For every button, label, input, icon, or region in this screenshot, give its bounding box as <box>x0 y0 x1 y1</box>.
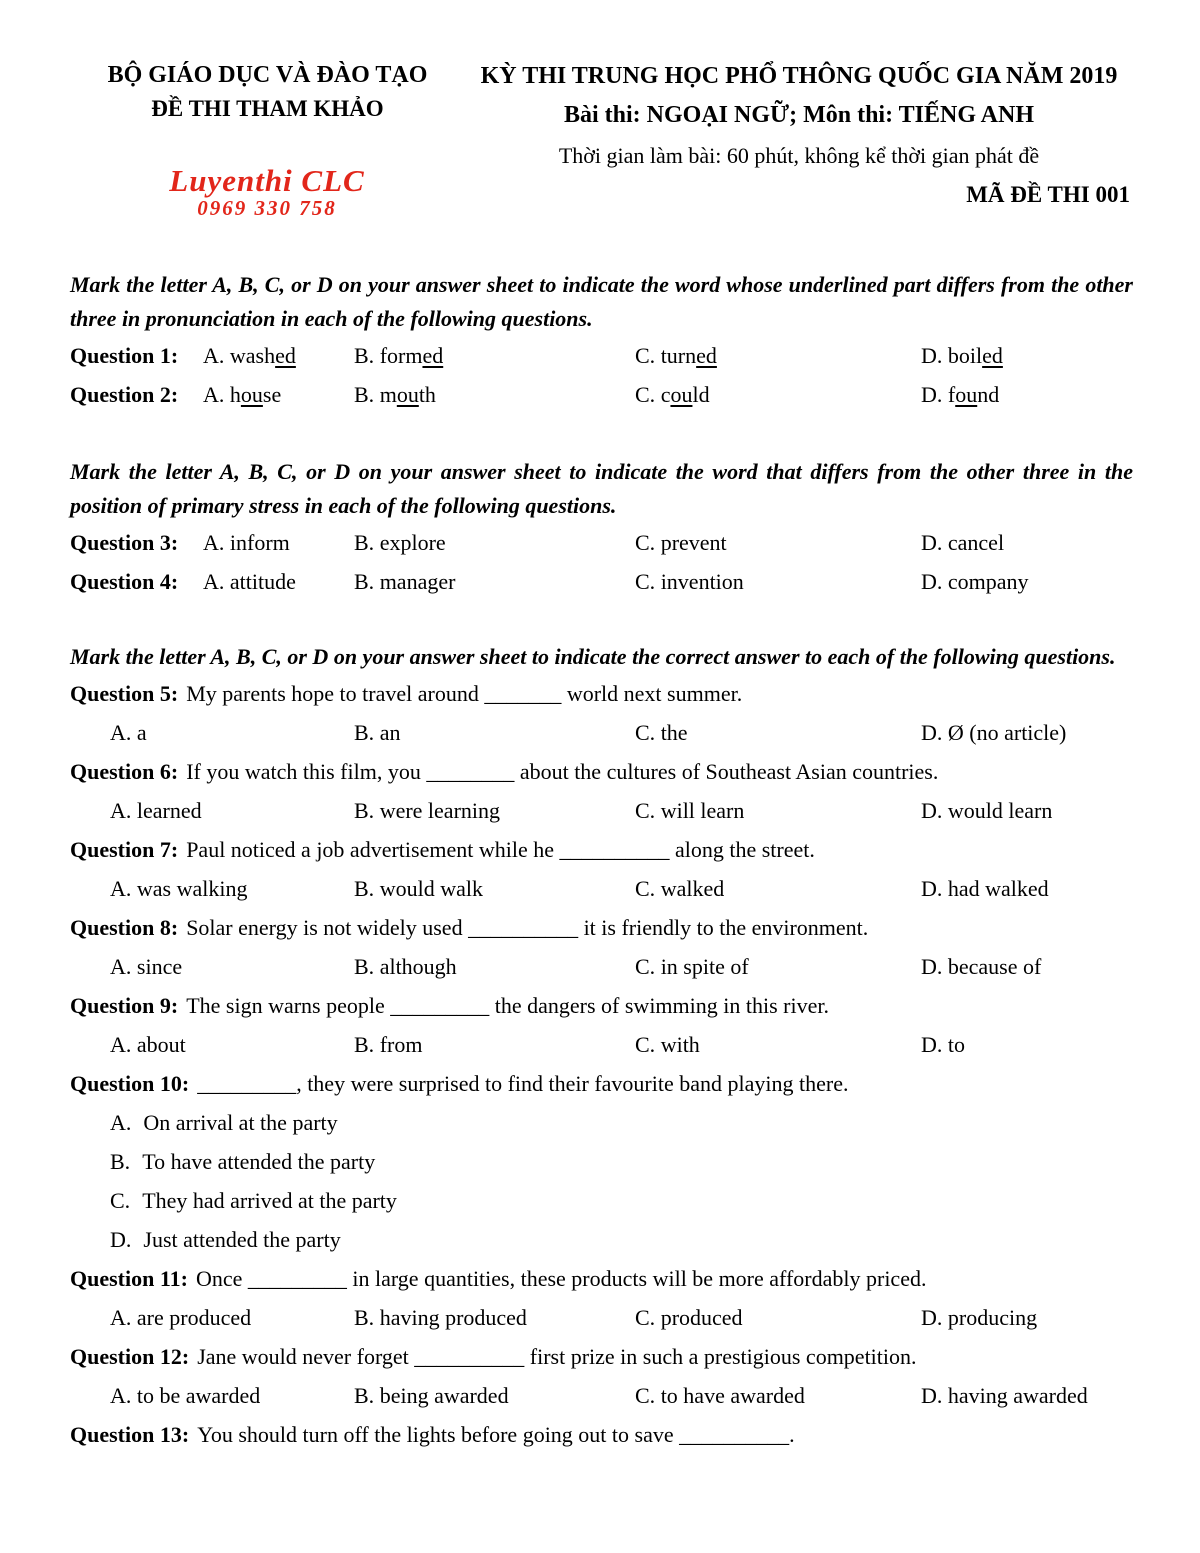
option-text: invention <box>660 569 744 594</box>
question-5-option-d <box>921 713 1066 752</box>
question-9-options <box>70 1025 1133 1064</box>
option-text: will learn <box>660 798 745 823</box>
option-text: learned <box>136 798 202 823</box>
option-text: produced <box>660 1305 743 1330</box>
logo <box>122 164 412 221</box>
option-text: to <box>947 1032 966 1057</box>
word-pre: h <box>229 382 241 407</box>
option-letter: A. <box>110 1032 132 1057</box>
question-2-row <box>70 375 1133 414</box>
option-letter: A. <box>203 530 225 555</box>
option-letter: D. <box>921 798 943 823</box>
question-11-options <box>70 1298 1133 1337</box>
question-1-option-a <box>203 336 296 375</box>
question-12-option-c <box>635 1376 805 1415</box>
word-pre: c <box>660 382 671 407</box>
option-text: to have awarded <box>660 1383 805 1408</box>
question-7-label: Question 7: <box>70 837 179 862</box>
option-letter: C. <box>635 1383 656 1408</box>
option-letter: B. <box>354 343 375 368</box>
option-text: are produced <box>136 1305 252 1330</box>
option-text: because of <box>947 954 1042 979</box>
question-2-option-c <box>635 375 710 414</box>
option-letter: A. <box>203 343 225 368</box>
option-text: To have attended the party <box>142 1149 376 1174</box>
underlined-part: ou <box>670 382 693 407</box>
question-10-option-c <box>110 1181 397 1220</box>
option-letter: D. <box>921 569 943 594</box>
logo-phone: 0969 330 758 <box>197 196 337 220</box>
option-text: They had arrived at the party <box>142 1188 397 1213</box>
question-10-option-a <box>110 1103 338 1142</box>
exam-duration: Thời gian làm bài: 60 phút, không kể thời gian phát đề <box>558 143 1040 168</box>
option-letter: B. <box>354 1032 375 1057</box>
question-9-row <box>70 986 1133 1025</box>
question-8-row <box>70 908 1133 947</box>
word-post: ld <box>692 382 710 407</box>
option-letter: B. <box>354 876 375 901</box>
option-letter: B. <box>354 530 375 555</box>
question-5-stem: My parents hope to travel around _______ world next summer. <box>186 681 743 706</box>
question-6-options <box>70 791 1133 830</box>
question-4-label: Question 4: <box>70 569 179 594</box>
option-word <box>661 382 710 407</box>
option-word <box>661 343 717 368</box>
question-7-row <box>70 830 1133 869</box>
option-letter: D. <box>921 1032 943 1057</box>
question-2-option-b <box>354 375 436 414</box>
question-8-option-b <box>354 947 457 986</box>
question-1-label: Question 1: <box>70 343 179 368</box>
exam-type: ĐỀ THI THAM KHẢO <box>151 96 384 121</box>
question-6-option-b <box>354 791 500 830</box>
option-letter: D. <box>921 530 943 555</box>
option-letter: A. <box>110 1110 132 1135</box>
question-2-label: Question 2: <box>70 382 179 407</box>
question-10-option-b <box>110 1142 375 1181</box>
question-10-option-d-row <box>70 1220 1133 1259</box>
question-3-option-d <box>921 523 1004 562</box>
option-letter: D. <box>110 1227 132 1252</box>
question-7-option-a <box>110 869 247 908</box>
word-pre: f <box>947 382 956 407</box>
question-9-option-d <box>921 1025 965 1064</box>
word-pre: m <box>379 382 397 407</box>
section-2-instruction: Mark the letter A, B, C, or D on your answer sheet to indicate the word that differs from the other three in the position of primary stress in each of the following questions. <box>70 459 1133 518</box>
question-5-option-b <box>354 713 400 752</box>
question-1-row <box>70 336 1133 375</box>
question-4-option-d <box>921 562 1029 601</box>
question-7-option-c <box>635 869 724 908</box>
word-post: nd <box>977 382 1000 407</box>
option-text: Ø (no article) <box>947 720 1067 745</box>
option-text: would learn <box>947 798 1053 823</box>
option-text: a <box>136 720 147 745</box>
question-7-option-d <box>921 869 1049 908</box>
question-9-label: Question 9: <box>70 993 179 1018</box>
logo-text: Luyenthi CLC <box>169 163 365 198</box>
option-letter: A. <box>110 954 132 979</box>
question-11-option-c <box>635 1298 743 1337</box>
word-pre: turn <box>660 343 697 368</box>
question-10-option-b-row <box>70 1142 1133 1181</box>
question-8-option-a <box>110 947 182 986</box>
question-8-option-c <box>635 947 749 986</box>
question-13-label: Question 13: <box>70 1422 190 1447</box>
option-text: prevent <box>660 530 727 555</box>
underlined-part: ou <box>396 382 419 407</box>
question-6-option-d <box>921 791 1052 830</box>
question-6-label: Question 6: <box>70 759 179 784</box>
question-11-option-a <box>110 1298 251 1337</box>
underlined-part: ou <box>240 382 263 407</box>
option-text: having awarded <box>947 1383 1088 1408</box>
option-letter: A. <box>110 1305 132 1330</box>
question-13-stem: You should turn off the lights before going out to save __________. <box>197 1422 795 1447</box>
question-10-option-c-row <box>70 1181 1133 1220</box>
question-3-option-a <box>203 523 290 562</box>
option-text: manager <box>379 569 456 594</box>
question-3-label: Question 3: <box>70 530 179 555</box>
option-text: the <box>660 720 688 745</box>
question-12-row <box>70 1337 1133 1376</box>
underlined-part: ed <box>696 343 717 368</box>
option-text: Just attended the party <box>143 1227 341 1252</box>
option-letter: C. <box>635 1032 656 1057</box>
question-12-option-b <box>354 1376 509 1415</box>
option-word <box>948 382 999 407</box>
question-11-option-b <box>354 1298 527 1337</box>
option-letter: C. <box>635 798 656 823</box>
question-10-stem: _________, they were surprised to find their favourite band playing there. <box>197 1071 849 1096</box>
question-8-option-d <box>921 947 1041 986</box>
question-6-option-a <box>110 791 202 830</box>
question-11-label: Question 11: <box>70 1266 188 1291</box>
word-post: th <box>418 382 436 407</box>
option-word <box>380 382 436 407</box>
question-5-options <box>70 713 1133 752</box>
question-11-row <box>70 1259 1133 1298</box>
question-10-label: Question 10: <box>70 1071 190 1096</box>
question-7-options <box>70 869 1133 908</box>
question-9-option-a <box>110 1025 186 1064</box>
question-5-row <box>70 674 1133 713</box>
option-text: to be awarded <box>136 1383 261 1408</box>
question-12-option-d <box>921 1376 1088 1415</box>
question-12-stem: Jane would never forget __________ first prize in such a prestigious competition. <box>197 1344 917 1369</box>
word-post: se <box>262 382 282 407</box>
option-text: had walked <box>947 876 1049 901</box>
option-letter: A. <box>110 720 132 745</box>
option-letter: B. <box>110 1149 131 1174</box>
option-letter: C. <box>635 530 656 555</box>
option-letter: D. <box>921 720 943 745</box>
option-letter: A. <box>203 382 225 407</box>
option-letter: B. <box>354 720 375 745</box>
option-letter: A. <box>110 798 132 823</box>
section-1-instruction: Mark the letter A, B, C, or D on your answer sheet to indicate the word whose underlined part differs from the other three in pronunciation in each of the following questions. <box>70 272 1133 331</box>
question-6-stem: If you watch this film, you ________ about the cultures of Southeast Asian countries. <box>186 759 939 784</box>
option-letter: A. <box>110 1383 132 1408</box>
option-letter: D. <box>921 1305 943 1330</box>
question-10-option-d <box>110 1220 341 1259</box>
option-word <box>380 343 444 368</box>
option-letter: C. <box>635 343 656 368</box>
option-letter: B. <box>354 382 375 407</box>
option-text: company <box>947 569 1029 594</box>
question-11-stem: Once _________ in large quantities, these products will be more affordably priced. <box>195 1266 927 1291</box>
underlined-part: ed <box>982 343 1003 368</box>
option-letter: D. <box>921 382 943 407</box>
question-1-option-d <box>921 336 1003 375</box>
question-7-option-b <box>354 869 483 908</box>
option-text: in spite of <box>660 954 749 979</box>
question-7-stem: Paul noticed a job advertisement while he __________ along the street. <box>186 837 815 862</box>
question-12-options <box>70 1376 1133 1415</box>
question-9-option-c <box>635 1025 700 1064</box>
question-1-option-c <box>635 336 717 375</box>
option-letter: C. <box>635 720 656 745</box>
option-letter: B. <box>354 569 375 594</box>
question-3-row <box>70 523 1133 562</box>
option-letter: D. <box>921 876 943 901</box>
option-letter: B. <box>354 798 375 823</box>
question-9-stem: The sign warns people _________ the dangers of swimming in this river. <box>186 993 829 1018</box>
option-text: walked <box>660 876 725 901</box>
option-word <box>230 382 281 407</box>
question-10-option-a-row <box>70 1103 1133 1142</box>
underlined-part: ou <box>955 382 978 407</box>
exam-title-block <box>465 58 1133 176</box>
option-word <box>230 343 296 368</box>
issuer-block <box>70 58 465 126</box>
option-letter: C. <box>635 954 656 979</box>
question-12-label: Question 12: <box>70 1344 190 1369</box>
option-text: about <box>136 1032 186 1057</box>
question-4-option-a <box>203 562 296 601</box>
option-letter: B. <box>354 1383 375 1408</box>
word-pre: wash <box>229 343 276 368</box>
option-text: having produced <box>379 1305 527 1330</box>
exam-body <box>70 268 1133 1454</box>
option-letter: C. <box>635 1305 656 1330</box>
question-4-option-b <box>354 562 455 601</box>
exam-subject: Bài thi: NGOẠI NGỮ; Môn thi: TIẾNG ANH <box>563 102 1035 128</box>
question-8-stem: Solar energy is not widely used __________ it is friendly to the environment. <box>186 915 869 940</box>
question-9-option-b <box>354 1025 422 1064</box>
option-text: producing <box>947 1305 1038 1330</box>
question-5-option-a <box>110 713 147 752</box>
question-13-row <box>70 1415 1133 1454</box>
option-text: from <box>379 1032 423 1057</box>
option-text: would walk <box>379 876 483 901</box>
question-6-option-c <box>635 791 744 830</box>
option-letter: D. <box>921 954 943 979</box>
question-8-label: Question 8: <box>70 915 179 940</box>
option-letter: D. <box>921 343 943 368</box>
question-11-option-d <box>921 1298 1037 1337</box>
question-4-row <box>70 562 1133 601</box>
question-5-option-c <box>635 713 688 752</box>
word-pre: boil <box>947 343 983 368</box>
option-letter: C. <box>110 1188 131 1213</box>
question-6-row <box>70 752 1133 791</box>
word-pre: form <box>379 343 423 368</box>
option-text: being awarded <box>379 1383 509 1408</box>
question-1-option-b <box>354 336 443 375</box>
option-letter: C. <box>635 382 656 407</box>
option-letter: B. <box>354 1305 375 1330</box>
question-3-option-c <box>635 523 727 562</box>
option-letter: B. <box>354 954 375 979</box>
exam-title: KỲ THI TRUNG HỌC PHỔ THÔNG QUỐC GIA NĂM 2019 <box>480 63 1118 89</box>
question-4-option-c <box>635 562 744 601</box>
option-text: attitude <box>229 569 296 594</box>
question-12-option-a <box>110 1376 260 1415</box>
issuer-name: BỘ GIÁO DỤC VÀ ĐÀO TẠO <box>107 62 428 88</box>
question-5-label: Question 5: <box>70 681 179 706</box>
question-3-option-b <box>354 523 446 562</box>
option-text: was walking <box>136 876 248 901</box>
section-3-instruction: Mark the letter A, B, C, or D on your answer sheet to indicate the correct answer to each of the following questions. <box>70 644 1116 669</box>
underlined-part: ed <box>422 343 444 368</box>
option-text: although <box>379 954 457 979</box>
option-text: cancel <box>947 530 1005 555</box>
question-2-option-d <box>921 375 999 414</box>
option-text: an <box>379 720 401 745</box>
option-text: since <box>136 954 183 979</box>
option-letter: C. <box>635 876 656 901</box>
option-letter: A. <box>203 569 225 594</box>
option-text: were learning <box>379 798 501 823</box>
exam-header <box>70 58 1133 228</box>
option-text: On arrival at the party <box>143 1110 338 1135</box>
option-text: explore <box>379 530 446 555</box>
question-8-options <box>70 947 1133 986</box>
option-text: with <box>660 1032 700 1057</box>
option-letter: D. <box>921 1383 943 1408</box>
question-10-row <box>70 1064 1133 1103</box>
option-letter: A. <box>110 876 132 901</box>
question-2-option-a <box>203 375 281 414</box>
underlined-part: ed <box>275 343 296 368</box>
option-letter: C. <box>635 569 656 594</box>
option-text: inform <box>229 530 290 555</box>
exam-code: MÃ ĐỀ THI 001 <box>966 182 1130 207</box>
option-word <box>948 343 1003 368</box>
